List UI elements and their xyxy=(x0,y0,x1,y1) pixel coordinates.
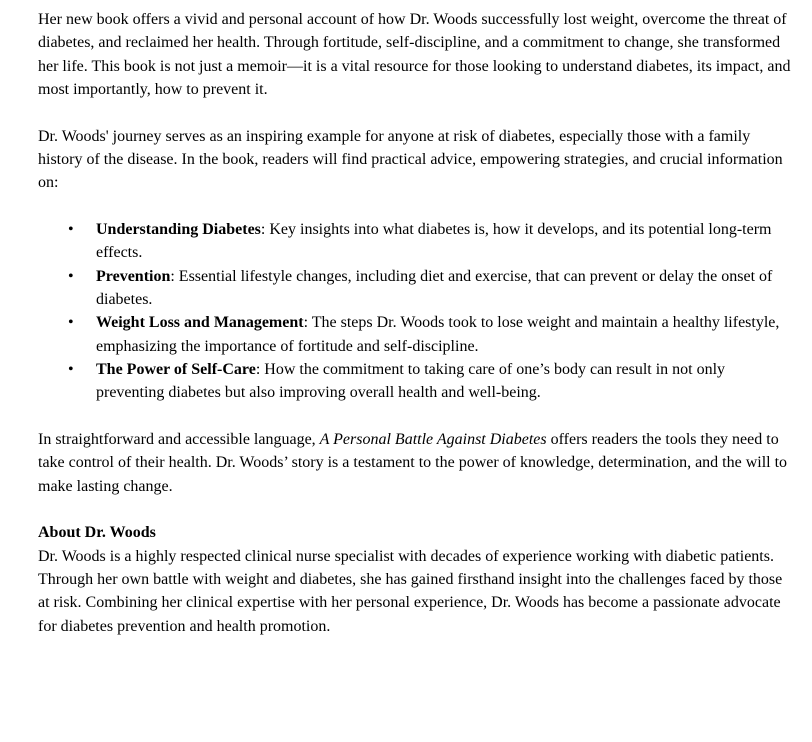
paragraph-text: Her new book offers a vivid and personal account of how Dr. Woods successfully lost weight, overcome the threat of diabetes, and reclaimed her health. Through fortitude, self-discipline, and a commitment to change, she transformed her life. This book is not just a memoir—it is a vital resource for those looking to understand diabetes, its impact, and most importantly, how to prevent it. xyxy=(38,11,791,98)
list-item-understanding-diabetes xyxy=(96,218,793,265)
book-title: A Personal Battle Against Diabetes xyxy=(319,430,547,448)
key-topics-list xyxy=(38,218,793,405)
intro-paragraph xyxy=(38,8,793,101)
list-item-prevention xyxy=(96,265,793,312)
paragraph-text: Dr. Woods' journey serves as an inspiring example for anyone at risk of diabetes, especially those with a family history of the disease. In the book, readers will find practical advice, empowering strategies, and crucial information on: xyxy=(38,127,783,192)
about-heading xyxy=(38,521,793,544)
closing-text-after: offers readers the tools they need to take control of their health. Dr. Woods’ story is a testament to the power of knowledge, determination, and the will to make lasting change. xyxy=(38,430,788,495)
closing-paragraph xyxy=(38,428,793,498)
about-paragraph xyxy=(38,545,793,638)
bullet-title: Understanding Diabetes xyxy=(96,220,261,238)
closing-text-before: In straightforward and accessible language, xyxy=(38,430,320,448)
journey-paragraph xyxy=(38,125,793,195)
list-item-weight-loss xyxy=(96,311,793,358)
bullet-title: Prevention xyxy=(96,267,171,285)
list-item-self-care xyxy=(96,358,793,405)
bullet-title: The Power of Self-Care xyxy=(96,360,256,378)
paragraph-text: Dr. Woods is a highly respected clinical nurse specialist with decades of experience working with diabetic patients. Through her own battle with weight and diabetes, she has gained firsthand insight into the challenges faced by those at risk. Combining her clinical expertise with her personal experience, Dr. Woods has become a passionate advocate for diabetes prevention and health promotion. xyxy=(38,547,783,635)
bullet-text: : Key insights into what diabetes is, how it develops, and its potential long-term effects. xyxy=(96,220,772,262)
bullet-title: Weight Loss and Management xyxy=(96,314,304,332)
bullet-text: : The steps Dr. Woods took to lose weight and maintain a healthy lifestyle, emphasizing the importance of fortitude and self-discipline. xyxy=(96,314,780,355)
bullet-text: : Essential lifestyle changes, including diet and exercise, that can prevent or delay the onset of diabetes. xyxy=(96,267,773,308)
heading-text: About Dr. Woods xyxy=(38,524,156,542)
bullet-text: : How the commitment to taking care of one’s body can result in not only preventing diabetes but also improving overall health and well-being. xyxy=(96,360,726,402)
